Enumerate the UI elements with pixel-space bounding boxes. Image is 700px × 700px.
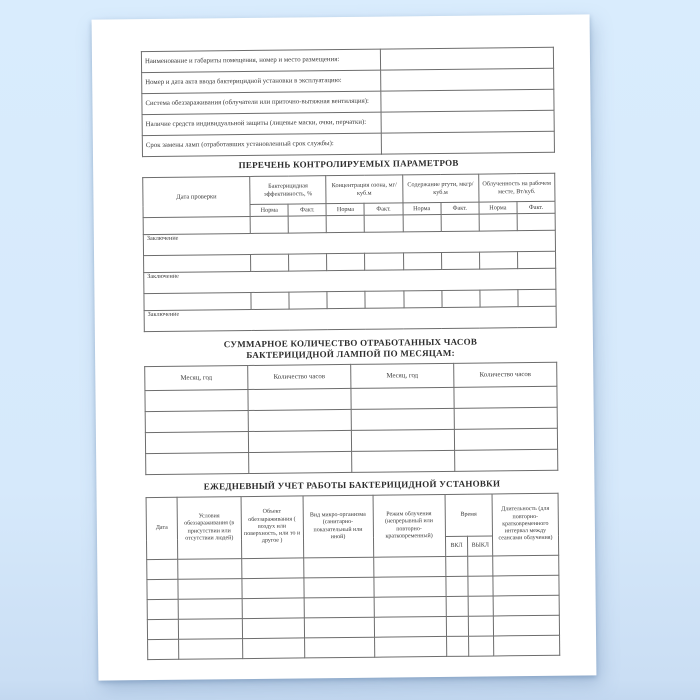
monthly-title-line1: СУММАРНОЕ КОЛИЧЕСТВО ОТРАБОТАННЫХ ЧАСОВ bbox=[223, 336, 478, 350]
empty-cell bbox=[446, 636, 469, 656]
info-row-value-cell bbox=[381, 110, 554, 133]
empty-cell bbox=[446, 616, 469, 636]
empty-cell bbox=[249, 451, 352, 473]
empty-cell bbox=[241, 558, 303, 579]
empty-cell bbox=[442, 290, 480, 307]
col-header-time: Время bbox=[445, 494, 493, 536]
col-header-duration: Длительность (для повторно-кратковременного интервал между сеансами облучения) bbox=[492, 493, 559, 556]
empty-cell bbox=[373, 556, 445, 577]
col-header-microorganism-type: Вид микро-организма (санитарно-показательный или иной) bbox=[303, 495, 374, 558]
empty-cell bbox=[288, 216, 326, 233]
empty-cell bbox=[374, 636, 446, 657]
empty-cell bbox=[446, 576, 469, 596]
daily-empty-row bbox=[148, 635, 560, 659]
params-header-row bbox=[143, 173, 555, 205]
empty-cell bbox=[403, 290, 441, 307]
empty-cell bbox=[326, 215, 364, 232]
info-row-label: Наименование и габариты помещения, номер и место размещения: bbox=[141, 49, 380, 73]
monthly-empty-row bbox=[146, 449, 558, 474]
empty-cell bbox=[351, 408, 454, 430]
facility-info-table bbox=[141, 47, 555, 157]
empty-cell bbox=[178, 559, 242, 580]
col-header-ozone-concentration: Концентрация озона, мг/ куб.м bbox=[326, 175, 403, 204]
empty-cell bbox=[445, 556, 468, 576]
empty-cell bbox=[144, 254, 251, 272]
empty-cell bbox=[441, 252, 479, 269]
info-row-label: Номер и дата акта ввода бактерицидной установки в эксплуатацию: bbox=[142, 70, 381, 94]
daily-section-title: ЕЖЕДНЕВНЫЙ УЧЕТ РАБОТЫ БАКТЕРИЦИДНОЙ УСТАНОВКИ bbox=[203, 478, 501, 492]
empty-cell bbox=[248, 388, 351, 410]
empty-cell bbox=[147, 579, 178, 599]
empty-cell bbox=[454, 386, 557, 408]
col-header-month-year: Месяц, год bbox=[351, 363, 454, 388]
empty-cell bbox=[242, 618, 304, 639]
col-header-irradiation-mode: Режим облучения (непрерывный или повторно-кратковременный) bbox=[373, 494, 446, 557]
col-header-hours-count: Количество часов bbox=[248, 364, 351, 389]
col-header-norm: Норма bbox=[326, 203, 364, 215]
empty-cell bbox=[145, 432, 248, 454]
monthly-section-title bbox=[144, 336, 557, 361]
empty-cell bbox=[145, 411, 248, 433]
daily-header-row bbox=[146, 493, 558, 539]
empty-cell bbox=[147, 559, 178, 579]
empty-cell bbox=[517, 251, 555, 268]
empty-cell bbox=[143, 216, 250, 234]
col-header-norm: Норма bbox=[250, 204, 288, 216]
col-header-disinfection-conditions: Условия обеззараживания (в присутствии или отсутствии людей) bbox=[177, 497, 242, 560]
empty-cell bbox=[352, 450, 455, 472]
empty-cell bbox=[493, 615, 559, 636]
empty-cell bbox=[480, 290, 518, 307]
empty-cell bbox=[146, 453, 249, 475]
empty-cell bbox=[517, 213, 555, 230]
col-header-mercury-content: Содержание ртути, мкгр/ куб.м bbox=[402, 174, 479, 203]
info-row-value-cell bbox=[381, 131, 554, 154]
empty-cell bbox=[178, 639, 242, 660]
empty-cell bbox=[178, 599, 242, 620]
info-row-label: Наличие средств индивидуальной защиты (лицевые маски, очки, перчатки): bbox=[142, 112, 381, 136]
empty-cell bbox=[455, 449, 558, 471]
col-header-bactericidal-efficiency: Бактерицидная эффективность, % bbox=[250, 176, 327, 205]
empty-cell bbox=[446, 596, 469, 616]
controlled-params-table bbox=[142, 173, 557, 332]
empty-cell bbox=[327, 253, 365, 270]
col-header-month-year: Месяц, год bbox=[145, 366, 248, 391]
params-section-title: ПЕРЕЧЕНЬ КОНТРОЛИРУЕМЫХ ПАРАМЕТРОВ bbox=[238, 157, 459, 171]
empty-cell bbox=[403, 214, 441, 231]
empty-cell bbox=[242, 598, 304, 619]
conclusion-label: Заключение bbox=[144, 268, 556, 293]
empty-cell bbox=[479, 214, 517, 231]
empty-cell bbox=[178, 619, 242, 640]
col-header-fact: Факт. bbox=[441, 202, 479, 214]
col-header-irradiance: Облученность на рабочем месте, Вт/куб. bbox=[478, 173, 555, 202]
col-header-time-off: ВЫКЛ bbox=[468, 536, 493, 556]
col-header-check-date: Дата проверки bbox=[143, 176, 251, 217]
empty-cell bbox=[351, 387, 454, 409]
col-header-fact: Факт. bbox=[288, 204, 326, 216]
col-header-norm: Норма bbox=[403, 202, 441, 214]
empty-cell bbox=[494, 635, 560, 656]
conclusion-row bbox=[144, 306, 556, 331]
empty-cell bbox=[304, 597, 374, 618]
journal-page bbox=[92, 14, 597, 680]
empty-cell bbox=[303, 577, 373, 598]
empty-cell bbox=[518, 289, 556, 306]
empty-cell bbox=[374, 596, 446, 617]
empty-cell bbox=[178, 579, 242, 600]
empty-cell bbox=[454, 428, 557, 450]
info-row-value-cell bbox=[381, 89, 554, 112]
col-header-date: Дата bbox=[146, 497, 178, 559]
empty-cell bbox=[248, 430, 351, 452]
empty-cell bbox=[251, 254, 289, 271]
empty-cell bbox=[374, 616, 446, 637]
empty-cell bbox=[289, 292, 327, 309]
empty-cell bbox=[303, 557, 373, 578]
monthly-hours-table bbox=[144, 362, 558, 475]
col-header-fact: Факт. bbox=[364, 203, 402, 215]
empty-cell bbox=[365, 253, 403, 270]
col-header-disinfection-object: Объект обеззараживания ( воздух или поверхность, или то и другое ) bbox=[241, 496, 303, 559]
empty-cell bbox=[242, 578, 304, 599]
col-header-fact: Факт. bbox=[517, 201, 555, 213]
conclusion-label: Заключение bbox=[143, 230, 555, 255]
empty-cell bbox=[454, 407, 557, 429]
empty-cell bbox=[468, 596, 493, 616]
empty-cell bbox=[327, 291, 365, 308]
empty-cell bbox=[373, 576, 445, 597]
empty-cell bbox=[403, 252, 441, 269]
empty-cell bbox=[493, 555, 559, 576]
empty-cell bbox=[365, 215, 403, 232]
col-header-time-on: ВКЛ bbox=[445, 536, 468, 556]
empty-cell bbox=[441, 214, 479, 231]
empty-cell bbox=[468, 576, 493, 596]
empty-cell bbox=[248, 409, 351, 431]
empty-cell bbox=[469, 636, 494, 656]
empty-cell bbox=[147, 599, 178, 619]
empty-cell bbox=[479, 252, 517, 269]
empty-cell bbox=[144, 292, 251, 310]
col-header-hours-count: Количество часов bbox=[454, 362, 557, 387]
info-row-value-cell bbox=[380, 47, 553, 70]
empty-cell bbox=[289, 254, 327, 271]
empty-cell bbox=[304, 637, 374, 658]
empty-cell bbox=[493, 575, 559, 596]
empty-cell bbox=[242, 638, 304, 659]
empty-cell bbox=[493, 595, 559, 616]
empty-cell bbox=[250, 216, 288, 233]
empty-cell bbox=[304, 617, 374, 638]
empty-cell bbox=[145, 390, 248, 412]
info-row-label: Срок замены ламп (отработавших установленный срок службы): bbox=[142, 133, 381, 157]
info-row-label: Система обеззараживания (облучатели или приточно-вытяжная вентиляция): bbox=[142, 91, 381, 115]
info-row-value-cell bbox=[381, 68, 554, 91]
empty-cell bbox=[468, 556, 493, 576]
empty-cell bbox=[365, 291, 403, 308]
conclusion-label: Заключение bbox=[144, 306, 556, 331]
empty-cell bbox=[147, 619, 178, 639]
daily-log-table bbox=[146, 493, 561, 660]
info-row bbox=[142, 131, 554, 156]
empty-cell bbox=[469, 616, 494, 636]
monthly-title-line2: БАКТЕРИЦИДНОЙ ЛАМПОЙ ПО МЕСЯЦАМ: bbox=[246, 347, 455, 360]
empty-cell bbox=[148, 639, 179, 659]
col-header-norm: Норма bbox=[479, 202, 517, 214]
empty-cell bbox=[251, 292, 289, 309]
empty-cell bbox=[351, 429, 454, 451]
